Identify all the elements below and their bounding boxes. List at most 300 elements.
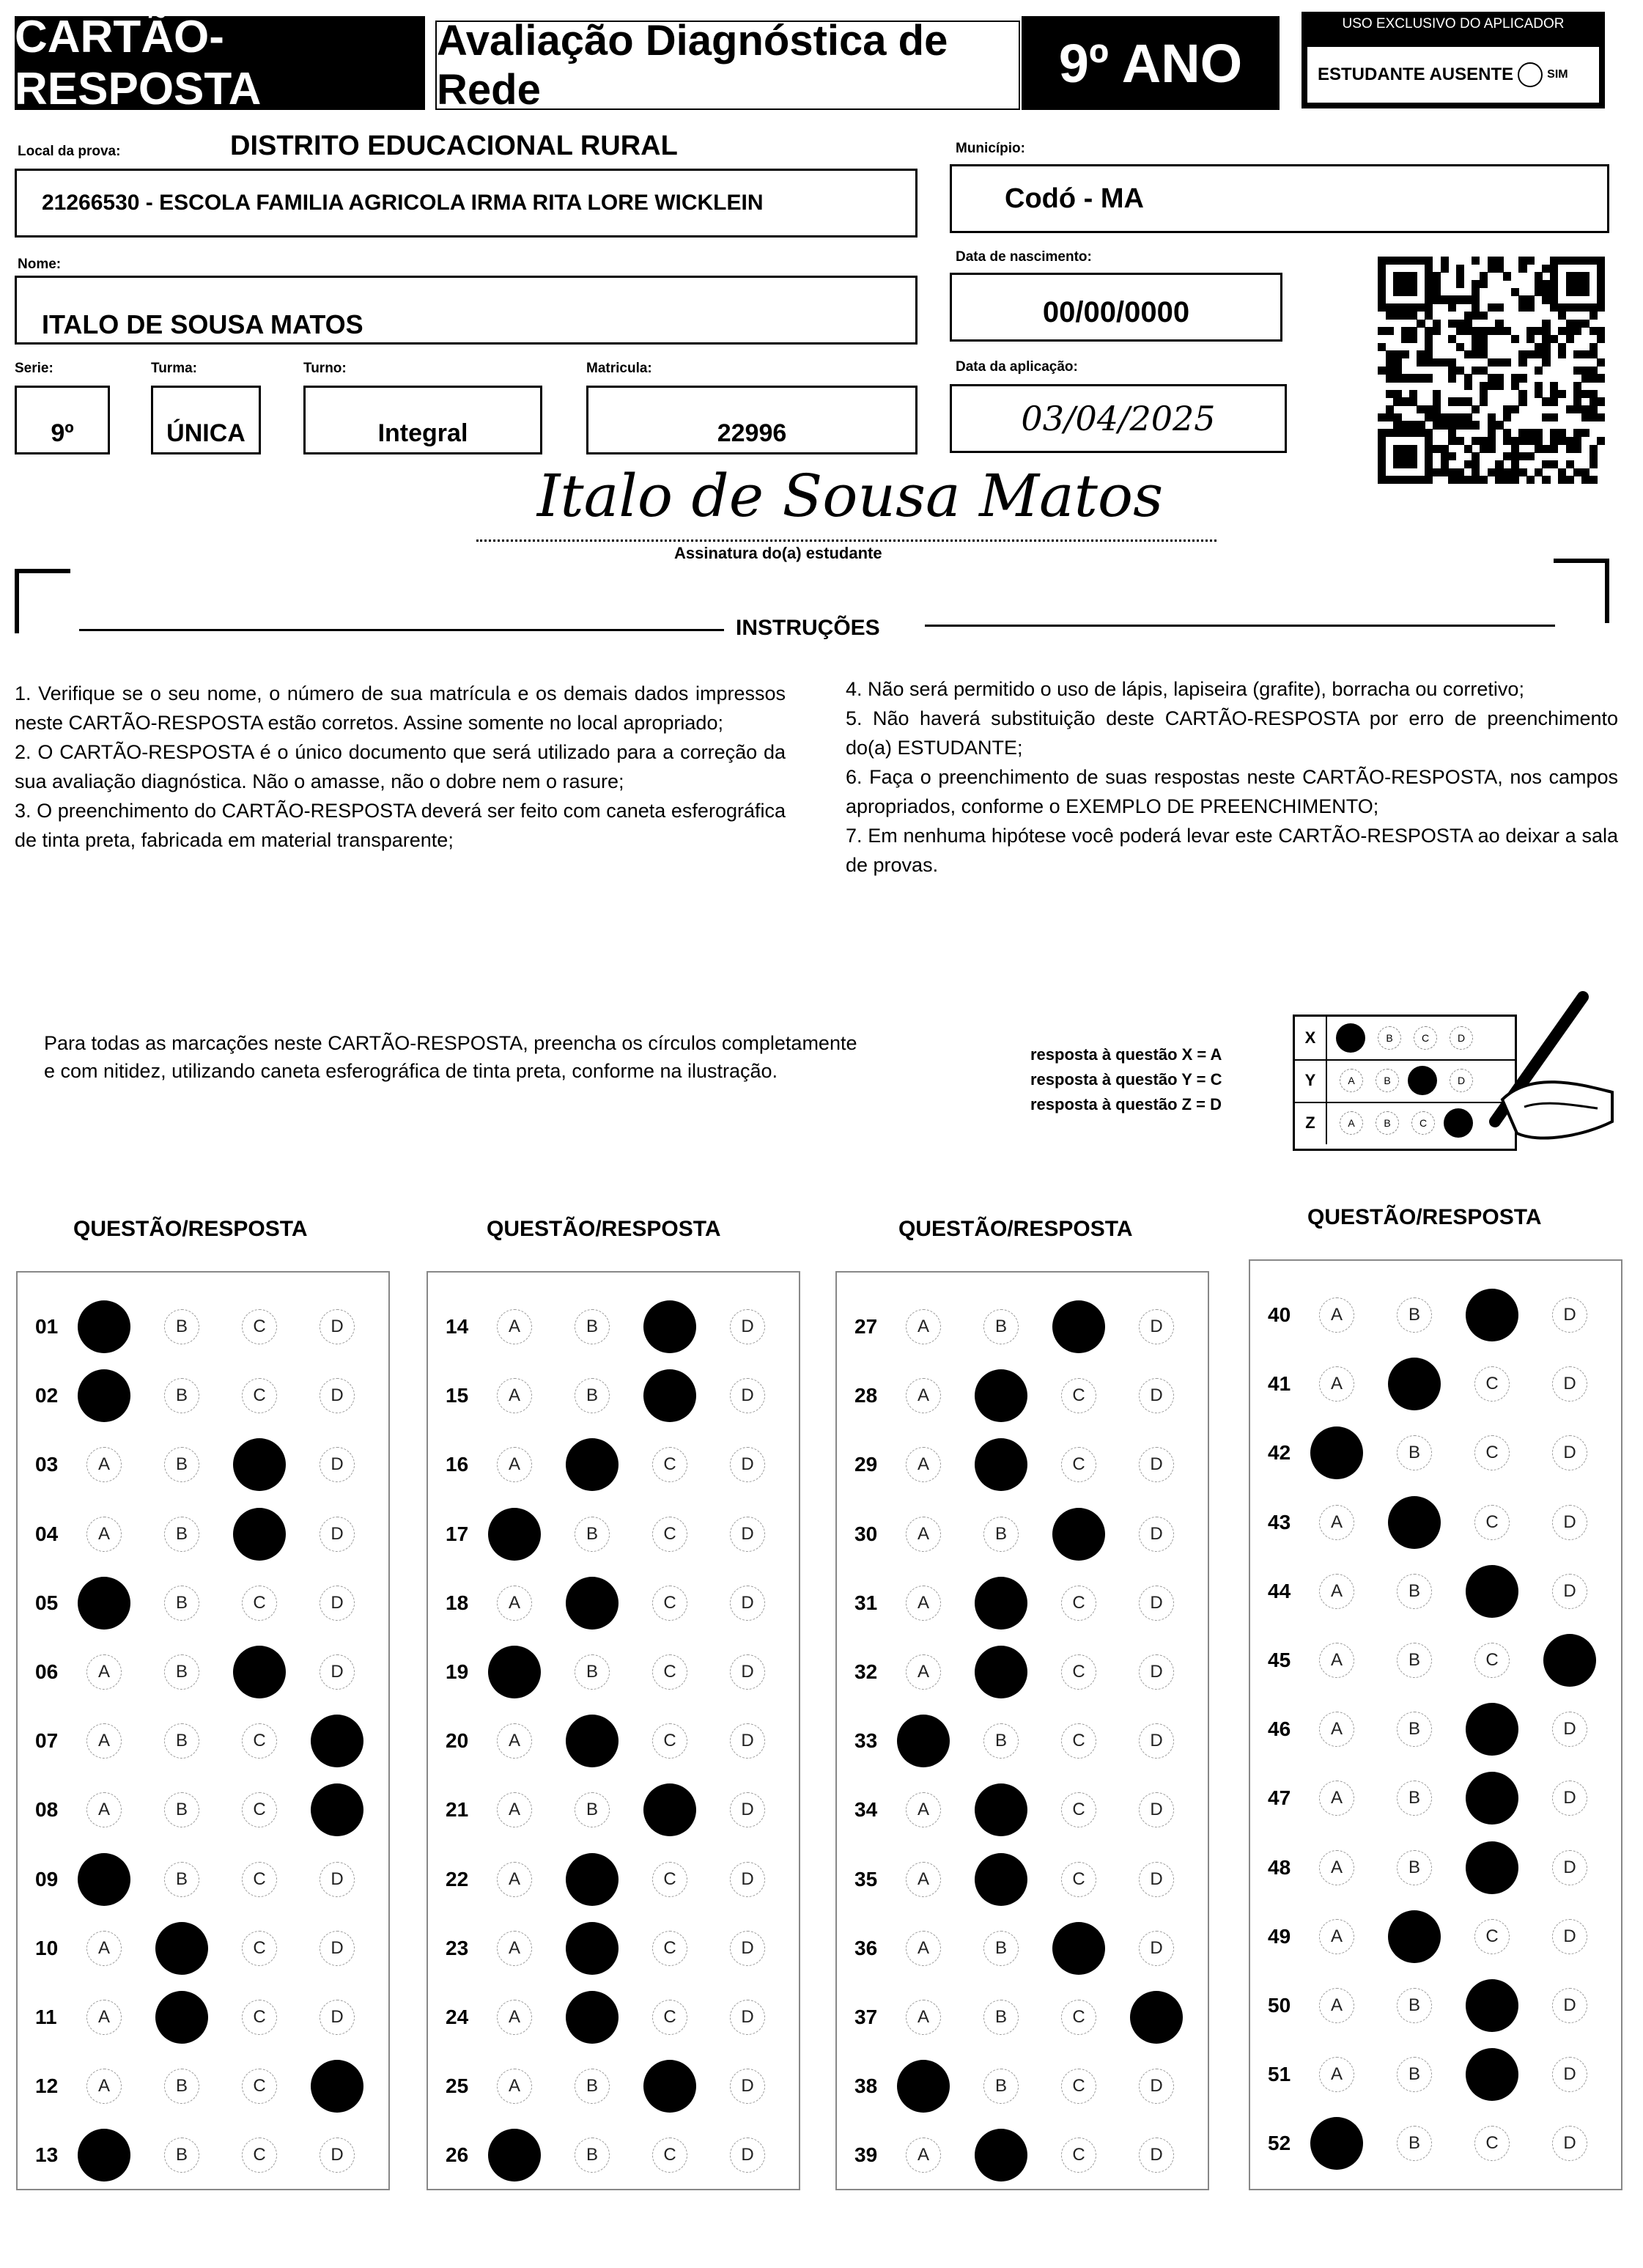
answer-bubble-b[interactable] — [1388, 1358, 1441, 1410]
answer-bubble-d[interactable]: D — [730, 1378, 765, 1413]
answer-bubble-c[interactable] — [1466, 2048, 1518, 2101]
answer-bubble-d[interactable]: D — [1139, 1517, 1174, 1552]
answer-bubble-b[interactable]: B — [164, 1517, 199, 1552]
answer-bubble-d[interactable]: D — [1139, 1723, 1174, 1759]
qr-module — [1441, 460, 1449, 468]
qr-module — [1472, 476, 1480, 484]
qr-module — [1550, 437, 1558, 445]
answer-bubble-a[interactable]: A — [1319, 1366, 1354, 1402]
nome-field: ITALO DE SOUSA MATOS — [15, 276, 918, 345]
answer-bubble-d[interactable]: D — [1552, 1988, 1587, 2023]
answer-bubble-d[interactable]: D — [1552, 1297, 1587, 1333]
answer-bubble-a[interactable]: A — [497, 1723, 532, 1759]
answer-bubble-d[interactable] — [311, 2060, 363, 2113]
answer-bubble-a[interactable]: A — [86, 2000, 122, 2035]
qr-module — [1495, 320, 1503, 328]
answer-bubble-a[interactable]: A — [86, 2069, 122, 2104]
answer-bubble-b[interactable]: B — [575, 1378, 610, 1413]
answer-bubble-a[interactable] — [78, 2129, 130, 2182]
answer-bubble-a[interactable]: A — [906, 1447, 941, 1482]
answer-bubble-b[interactable] — [975, 1577, 1027, 1630]
answer-bubble-b[interactable]: B — [983, 2000, 1019, 2035]
answer-bubble-b[interactable]: B — [1397, 1988, 1432, 2023]
answer-bubble-a[interactable] — [78, 1300, 130, 1353]
qr-module — [1417, 405, 1425, 413]
answer-bubble-c[interactable]: C — [652, 2138, 687, 2173]
answer-bubble-b[interactable] — [975, 1438, 1027, 1491]
absent-checkbox[interactable] — [1518, 62, 1543, 87]
qr-module — [1456, 295, 1464, 303]
answer-bubble-a[interactable]: A — [1319, 1297, 1354, 1333]
answer-bubble-a[interactable]: A — [497, 1309, 532, 1344]
answer-bubble-d[interactable]: D — [320, 1586, 355, 1621]
answer-bubble-c[interactable]: C — [652, 1586, 687, 1621]
answer-bubble-a[interactable]: A — [86, 1447, 122, 1482]
answer-bubble-a[interactable]: A — [497, 1447, 532, 1482]
answer-bubble-c[interactable] — [1052, 1508, 1105, 1561]
answer-bubble-b[interactable] — [1388, 1910, 1441, 1963]
answer-bubble-d[interactable] — [1130, 1991, 1183, 2044]
answer-bubble-b[interactable]: B — [983, 1517, 1019, 1552]
question-number: 13 — [35, 2143, 59, 2167]
answer-bubble-c[interactable]: C — [652, 2000, 687, 2035]
qr-module — [1417, 303, 1425, 312]
answer-bubble-d[interactable]: D — [1552, 1505, 1587, 1540]
qr-module — [1472, 335, 1480, 343]
qr-module — [1401, 445, 1409, 453]
answer-bubble-b[interactable]: B — [1397, 1297, 1432, 1333]
answer-row — [1268, 1910, 1630, 1963]
answer-bubble-c[interactable]: C — [1474, 1435, 1510, 1470]
qr-module — [1495, 468, 1503, 476]
qr-module — [1495, 358, 1503, 367]
qr-module — [1590, 397, 1598, 405]
answer-bubble-d[interactable]: D — [1139, 1792, 1174, 1827]
answer-bubble-a[interactable]: A — [1319, 1988, 1354, 2023]
answer-bubble-d[interactable]: D — [730, 1447, 765, 1482]
answer-row — [446, 1300, 808, 1353]
answer-bubble-c[interactable]: C — [242, 1586, 277, 1621]
answer-bubble-b[interactable] — [566, 1853, 619, 1906]
answer-bubble-a[interactable] — [897, 1715, 950, 1767]
qr-module — [1581, 429, 1590, 437]
answer-bubble-b[interactable]: B — [164, 1723, 199, 1759]
answer-bubble-c[interactable] — [233, 1438, 286, 1491]
answer-row — [35, 1300, 397, 1353]
qr-module — [1566, 445, 1574, 453]
qr-module — [1378, 265, 1386, 273]
answer-bubble-a[interactable] — [78, 1853, 130, 1906]
answer-bubble-b[interactable] — [975, 2129, 1027, 2182]
answer-bubble-b[interactable]: B — [575, 2138, 610, 2173]
answer-bubble-a[interactable] — [78, 1577, 130, 1630]
answer-bubble-d[interactable]: D — [320, 1447, 355, 1482]
answer-bubble-b[interactable] — [566, 1922, 619, 1975]
answer-bubble-d[interactable]: D — [320, 1654, 355, 1690]
question-number: 16 — [446, 1453, 469, 1476]
answer-bubble-a[interactable]: A — [1319, 1712, 1354, 1747]
qr-module — [1401, 460, 1409, 468]
qr-module — [1550, 265, 1558, 273]
answer-bubble-c[interactable] — [1466, 1979, 1518, 2032]
answer-bubble-d[interactable]: D — [320, 2000, 355, 2035]
qr-module — [1542, 265, 1550, 273]
answer-row — [1268, 1496, 1630, 1549]
answer-bubble-c[interactable] — [643, 1300, 696, 1353]
answer-bubble-c[interactable]: C — [652, 1517, 687, 1552]
answer-bubble-d[interactable]: D — [1139, 1447, 1174, 1482]
qr-module — [1401, 312, 1409, 320]
answer-bubble-a[interactable]: A — [497, 1586, 532, 1621]
answer-bubble-b[interactable]: B — [1397, 1643, 1432, 1678]
qr-module — [1488, 358, 1496, 367]
answer-bubble-b[interactable]: B — [983, 2069, 1019, 2104]
example-bubble-a: A — [1340, 1111, 1363, 1135]
answer-bubble-a[interactable]: A — [86, 1931, 122, 1966]
answer-bubble-a[interactable] — [1310, 2117, 1363, 2170]
qr-module — [1425, 312, 1433, 320]
answer-bubble-d[interactable]: D — [730, 1517, 765, 1552]
answer-bubble-d[interactable]: D — [1139, 2138, 1174, 2173]
answer-bubble-b[interactable]: B — [983, 1723, 1019, 1759]
answer-bubble-a[interactable]: A — [906, 1654, 941, 1690]
answer-bubble-a[interactable]: A — [497, 1862, 532, 1897]
qr-module — [1535, 288, 1543, 296]
qr-module — [1456, 421, 1464, 429]
answer-bubble-a[interactable]: A — [906, 1792, 941, 1827]
answer-bubble-c[interactable]: C — [652, 1447, 687, 1482]
answer-bubble-d[interactable]: D — [1552, 1919, 1587, 1954]
qr-module — [1542, 350, 1550, 358]
answer-bubble-b[interactable] — [566, 1715, 619, 1767]
answer-bubble-c[interactable]: C — [242, 1931, 277, 1966]
answer-bubble-a[interactable] — [897, 2060, 950, 2113]
answer-bubble-d[interactable]: D — [730, 2000, 765, 2035]
qr-module — [1464, 460, 1472, 468]
qr-module — [1409, 335, 1417, 343]
qr-module — [1581, 288, 1590, 296]
answer-bubble-b[interactable]: B — [1397, 1850, 1432, 1885]
answer-bubble-b[interactable] — [975, 1369, 1027, 1422]
qr-module — [1480, 312, 1488, 320]
answer-bubble-c[interactable]: C — [242, 2000, 277, 2035]
answer-bubble-c[interactable]: C — [1061, 1378, 1096, 1413]
answer-bubble-d[interactable]: D — [320, 1931, 355, 1966]
qr-module — [1425, 452, 1433, 460]
answer-bubble-b[interactable]: B — [575, 1792, 610, 1827]
question-number: 20 — [446, 1729, 469, 1753]
answer-bubble-c[interactable] — [1466, 1841, 1518, 1894]
qr-module — [1503, 272, 1511, 280]
answer-bubble-c[interactable]: C — [652, 1862, 687, 1897]
qr-module — [1393, 358, 1401, 367]
answer-bubble-b[interactable]: B — [164, 2069, 199, 2104]
answer-bubble-d[interactable] — [1543, 1634, 1596, 1687]
answer-bubble-d[interactable]: D — [1552, 1781, 1587, 1816]
answer-bubble-a[interactable] — [488, 1646, 541, 1698]
answer-bubble-c[interactable]: C — [1061, 1792, 1096, 1827]
answer-bubble-c[interactable]: C — [1061, 2069, 1096, 2104]
answer-bubble-b[interactable] — [566, 1991, 619, 2044]
qr-module — [1581, 374, 1590, 382]
answer-bubble-d[interactable]: D — [320, 1378, 355, 1413]
qr-module — [1488, 327, 1496, 335]
qr-module — [1488, 437, 1496, 445]
answer-bubble-d[interactable] — [311, 1715, 363, 1767]
answer-bubble-b[interactable]: B — [164, 1862, 199, 1897]
answer-bubble-c[interactable] — [1052, 1922, 1105, 1975]
qr-module — [1433, 295, 1441, 303]
qr-module — [1393, 374, 1401, 382]
answer-bubble-a[interactable]: A — [906, 1309, 941, 1344]
qr-module — [1393, 367, 1401, 375]
answer-bubble-d[interactable]: D — [730, 1931, 765, 1966]
answer-bubble-c[interactable] — [643, 1369, 696, 1422]
answer-bubble-c[interactable]: C — [1061, 1447, 1096, 1482]
answer-bubble-a[interactable]: A — [906, 1378, 941, 1413]
answer-bubble-b[interactable]: B — [575, 1654, 610, 1690]
answer-bubble-c[interactable]: C — [1061, 2000, 1096, 2035]
answer-bubble-a[interactable]: A — [1319, 1643, 1354, 1678]
qr-module — [1518, 437, 1526, 445]
example-line-z: resposta à questão Z = D — [1030, 1095, 1222, 1113]
answer-bubble-a[interactable]: A — [86, 1792, 122, 1827]
answer-bubble-a[interactable]: A — [906, 1931, 941, 1966]
qr-module — [1480, 327, 1488, 335]
answer-bubble-a[interactable]: A — [906, 1517, 941, 1552]
answer-bubble-d[interactable]: D — [1552, 1574, 1587, 1609]
answer-row — [854, 1922, 1216, 1975]
answer-bubble-d[interactable]: D — [1139, 1654, 1174, 1690]
answer-bubble-c[interactable] — [1466, 1289, 1518, 1341]
answer-bubble-d[interactable]: D — [1552, 1712, 1587, 1747]
answer-bubble-b[interactable] — [155, 1991, 208, 2044]
qr-module — [1590, 452, 1598, 460]
answer-bubble-c[interactable]: C — [242, 1792, 277, 1827]
answer-row — [854, 1438, 1216, 1491]
answer-bubble-c[interactable]: C — [242, 1862, 277, 1897]
qr-module — [1526, 257, 1535, 265]
question-number: 19 — [446, 1660, 469, 1683]
answer-bubble-b[interactable]: B — [164, 1447, 199, 1482]
answer-bubble-d[interactable]: D — [320, 1309, 355, 1344]
answer-bubble-a[interactable]: A — [906, 2000, 941, 2035]
qr-module — [1448, 335, 1456, 343]
answer-bubble-a[interactable]: A — [1319, 1850, 1354, 1885]
answer-bubble-d[interactable]: D — [320, 2138, 355, 2173]
answer-bubble-c[interactable] — [1466, 1772, 1518, 1825]
answer-bubble-d[interactable]: D — [1552, 2126, 1587, 2161]
qr-module — [1550, 288, 1558, 296]
qr-module — [1425, 374, 1433, 382]
qr-module — [1573, 468, 1581, 476]
answer-bubble-d[interactable]: D — [730, 2138, 765, 2173]
answer-bubble-c[interactable] — [1466, 1703, 1518, 1756]
answer-bubble-a[interactable]: A — [906, 1586, 941, 1621]
answer-bubble-a[interactable]: A — [497, 2069, 532, 2104]
answer-bubble-b[interactable]: B — [164, 1586, 199, 1621]
answer-bubble-d[interactable] — [311, 1783, 363, 1836]
qr-module — [1433, 280, 1441, 288]
answer-bubble-c[interactable]: C — [242, 1723, 277, 1759]
answer-bubble-d[interactable]: D — [1552, 2057, 1587, 2092]
answer-bubble-c[interactable]: C — [242, 2069, 277, 2104]
qr-module — [1503, 437, 1511, 445]
answer-bubble-a[interactable] — [78, 1369, 130, 1422]
answer-bubble-c[interactable]: C — [652, 1931, 687, 1966]
question-number: 28 — [854, 1384, 878, 1407]
answer-bubble-a[interactable]: A — [1319, 1919, 1354, 1954]
answer-bubble-a[interactable]: A — [497, 1931, 532, 1966]
answer-bubble-d[interactable]: D — [1139, 2069, 1174, 2104]
answer-bubble-c[interactable]: C — [1061, 1723, 1096, 1759]
answer-bubble-a[interactable]: A — [86, 1654, 122, 1690]
answer-bubble-b[interactable] — [975, 1646, 1027, 1698]
question-number: 36 — [854, 1936, 878, 1959]
answer-bubble-d[interactable]: D — [1552, 1850, 1587, 1885]
answer-bubble-b[interactable]: B — [575, 2069, 610, 2104]
answer-bubble-c[interactable]: C — [1474, 1366, 1510, 1402]
answer-bubble-b[interactable] — [566, 1438, 619, 1491]
answer-bubble-b[interactable]: B — [164, 1792, 199, 1827]
qr-module — [1448, 437, 1456, 445]
answer-bubble-c[interactable] — [233, 1646, 286, 1698]
answer-bubble-b[interactable] — [155, 1922, 208, 1975]
answer-bubble-c[interactable]: C — [652, 1654, 687, 1690]
qr-module — [1535, 343, 1543, 351]
answer-bubble-a[interactable]: A — [1319, 1505, 1354, 1540]
answer-bubble-d[interactable]: D — [730, 1862, 765, 1897]
qr-module — [1566, 327, 1574, 335]
answer-bubble-d[interactable]: D — [1139, 1931, 1174, 1966]
answer-bubble-c[interactable]: C — [1474, 2126, 1510, 2161]
answer-bubble-c[interactable] — [1052, 1300, 1105, 1353]
matricula-field: 22996 — [586, 386, 918, 454]
answer-bubble-c[interactable]: C — [242, 2138, 277, 2173]
answer-bubble-c[interactable]: C — [1474, 1505, 1510, 1540]
answer-bubble-b[interactable] — [975, 1853, 1027, 1906]
answer-bubble-d[interactable]: D — [1552, 1435, 1587, 1470]
answer-bubble-b[interactable]: B — [983, 1309, 1019, 1344]
answer-bubble-d[interactable]: D — [730, 2069, 765, 2104]
answer-bubble-a[interactable]: A — [86, 1723, 122, 1759]
turma-field: ÚNICA — [151, 386, 261, 454]
qr-code — [1378, 257, 1605, 484]
qr-module — [1590, 312, 1598, 320]
answer-bubble-a[interactable]: A — [1319, 2057, 1354, 2092]
qr-module — [1456, 272, 1464, 280]
answer-bubble-b[interactable]: B — [983, 1931, 1019, 1966]
answer-bubble-a[interactable] — [1310, 1426, 1363, 1479]
qr-module — [1425, 327, 1433, 335]
answer-bubble-d[interactable]: D — [1552, 1366, 1587, 1402]
qr-module — [1597, 272, 1605, 280]
answer-bubble-b[interactable]: B — [575, 1517, 610, 1552]
answer-bubble-b[interactable]: B — [1397, 2126, 1432, 2161]
answer-bubble-d[interactable]: D — [1139, 1378, 1174, 1413]
qr-module — [1401, 452, 1409, 460]
answer-bubble-a[interactable]: A — [497, 1378, 532, 1413]
answer-bubble-a[interactable]: A — [906, 1862, 941, 1897]
answer-bubble-b[interactable]: B — [1397, 1712, 1432, 1747]
answer-bubble-c[interactable]: C — [1061, 1654, 1096, 1690]
answer-bubble-d[interactable]: D — [730, 1792, 765, 1827]
answer-bubble-d[interactable]: D — [730, 1309, 765, 1344]
answer-bubble-c[interactable] — [233, 1508, 286, 1561]
answer-bubble-b[interactable]: B — [164, 1654, 199, 1690]
answer-bubble-c[interactable]: C — [1474, 1643, 1510, 1678]
example-bubble-b: B — [1376, 1111, 1399, 1135]
answer-bubble-c[interactable]: C — [652, 1723, 687, 1759]
qr-module — [1425, 405, 1433, 413]
answer-bubble-b[interactable]: B — [1397, 1781, 1432, 1816]
answer-bubble-c[interactable]: C — [242, 1378, 277, 1413]
answer-bubble-d[interactable]: D — [730, 1723, 765, 1759]
answer-bubble-b[interactable]: B — [1397, 1435, 1432, 1470]
answer-row — [854, 1853, 1216, 1906]
answer-bubble-b[interactable]: B — [1397, 2057, 1432, 2092]
answer-bubble-d[interactable]: D — [1139, 1586, 1174, 1621]
answer-bubble-a[interactable]: A — [1319, 1574, 1354, 1609]
aplicacao-field: 03/04/2025 — [950, 384, 1287, 453]
answer-bubble-a[interactable] — [488, 2129, 541, 2182]
answer-bubble-b[interactable] — [566, 1577, 619, 1630]
answer-bubble-c[interactable]: C — [1061, 1586, 1096, 1621]
answer-row — [854, 2129, 1216, 2182]
absent-yes: SIM — [1547, 68, 1568, 81]
answer-bubble-c[interactable] — [643, 2060, 696, 2113]
answer-bubble-b[interactable]: B — [1397, 1574, 1432, 1609]
answer-bubble-d[interactable]: D — [730, 1586, 765, 1621]
answer-bubble-c[interactable]: C — [242, 1309, 277, 1344]
answer-bubble-a[interactable]: A — [497, 2000, 532, 2035]
answer-row — [446, 1922, 808, 1975]
qr-module — [1550, 280, 1558, 288]
answer-bubble-b[interactable]: B — [164, 1309, 199, 1344]
qr-module — [1378, 429, 1386, 437]
answer-bubble-a[interactable]: A — [497, 1792, 532, 1827]
answer-bubble-a[interactable]: A — [906, 2138, 941, 2173]
qr-module — [1441, 358, 1449, 367]
answer-bubble-d[interactable]: D — [1139, 1309, 1174, 1344]
qr-module — [1393, 460, 1401, 468]
answer-bubble-c[interactable]: C — [1061, 2138, 1096, 2173]
answer-bubble-d[interactable]: D — [320, 1517, 355, 1552]
qr-module — [1393, 280, 1401, 288]
answer-bubble-c[interactable]: C — [1474, 1919, 1510, 1954]
answer-bubble-a[interactable] — [488, 1508, 541, 1561]
answer-bubble-a[interactable]: A — [1319, 1781, 1354, 1816]
answer-row — [1268, 2048, 1630, 2101]
answer-bubble-a[interactable]: A — [86, 1517, 122, 1552]
answer-bubble-d[interactable]: D — [730, 1654, 765, 1690]
answer-bubble-b[interactable]: B — [164, 2138, 199, 2173]
answer-bubble-b[interactable]: B — [164, 1378, 199, 1413]
answer-bubble-b[interactable]: B — [575, 1309, 610, 1344]
bracket-right — [1554, 559, 1609, 623]
qr-module — [1558, 257, 1566, 265]
answer-bubble-b[interactable] — [1388, 1496, 1441, 1549]
answer-bubble-b[interactable] — [975, 1783, 1027, 1836]
question-number: 37 — [854, 2006, 878, 2028]
answer-bubble-c[interactable]: C — [1061, 1862, 1096, 1897]
answer-bubble-c[interactable] — [643, 1783, 696, 1836]
answer-bubble-d[interactable]: D — [320, 1862, 355, 1897]
answer-bubble-c[interactable] — [1466, 1565, 1518, 1618]
qr-module — [1503, 413, 1511, 421]
answer-row — [854, 1369, 1216, 1422]
answer-bubble-d[interactable]: D — [1139, 1862, 1174, 1897]
